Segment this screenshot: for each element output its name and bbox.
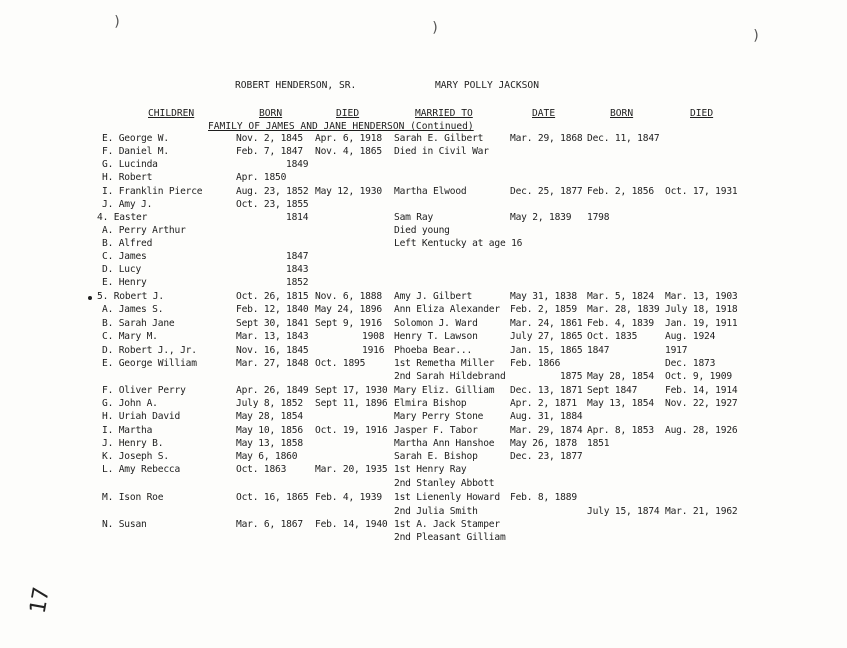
cell-spouse: Phoeba Bear... <box>394 345 473 356</box>
header-born: BORN <box>259 108 283 119</box>
cell-spouse: 2nd Julia Smith <box>394 506 478 517</box>
cell-born2: 1851 <box>587 438 610 449</box>
cell-child: E. George W. <box>102 133 169 144</box>
cell-died2: Mar. 13, 1903 <box>665 291 738 302</box>
cell-born: Oct. 23, 1855 <box>236 199 309 210</box>
cell-born: Oct. 16, 1865 <box>236 492 309 503</box>
cell-child: J. Henry B. <box>102 438 164 449</box>
cell-spouse: Martha Ann Hanshoe <box>394 438 495 449</box>
cell-died2: Mar. 21, 1962 <box>665 506 738 517</box>
cell-born2: Oct. 1835 <box>587 331 638 342</box>
cell-died: 1916 <box>362 345 385 356</box>
cell-spouse: Left Kentucky at age 16 <box>394 238 523 249</box>
cell-died2: Jan. 19, 1911 <box>665 318 738 329</box>
cell-child: D. Robert J., Jr. <box>102 345 197 356</box>
cell-date: Mar. 29, 1874 <box>510 425 583 436</box>
cell-died2: Dec. 1873 <box>665 358 716 369</box>
cell-died: Oct. 1895 <box>315 358 366 369</box>
cell-child: J. Amy J. <box>102 199 153 210</box>
header-married-to: MARRIED TO <box>415 108 473 119</box>
scan-mark: ) <box>431 20 440 36</box>
cell-spouse: 2nd Pleasant Gilliam <box>394 532 506 543</box>
cell-date: Apr. 2, 1871 <box>510 398 577 409</box>
cell-date: Jan. 15, 1865 <box>510 345 583 356</box>
cell-spouse: Henry T. Lawson <box>394 331 478 342</box>
cell-died: Mar. 20, 1935 <box>315 464 388 475</box>
header-spouse-died: DIED <box>690 108 714 119</box>
cell-date: Dec. 25, 1877 <box>510 186 583 197</box>
cell-died: Feb. 14, 1940 <box>315 519 388 530</box>
cell-born: 1847 <box>286 251 309 262</box>
cell-born2: July 15, 1874 <box>587 506 660 517</box>
father-name: ROBERT HENDERSON, SR. <box>235 80 357 91</box>
header-children: CHILDREN <box>148 108 195 119</box>
cell-born: July 8, 1852 <box>236 398 303 409</box>
cell-born: May 6, 1860 <box>236 451 298 462</box>
cell-child: C. James <box>102 251 147 262</box>
cell-spouse: Elmira Bishop <box>394 398 467 409</box>
cell-spouse: 2nd Sarah Hildebrand <box>394 371 506 382</box>
cell-spouse: Jasper F. Tabor <box>394 425 478 436</box>
cell-spouse: 1st Henry Ray <box>394 464 467 475</box>
cell-born: Mar. 27, 1848 <box>236 358 309 369</box>
cell-spouse: Sam Ray <box>394 212 434 223</box>
cell-died: Feb. 4, 1939 <box>315 492 382 503</box>
cell-died2: Aug. 1924 <box>665 331 716 342</box>
cell-died2: Oct. 17, 1931 <box>665 186 738 197</box>
cell-born: May 10, 1856 <box>236 425 303 436</box>
cell-born: 1843 <box>286 264 309 275</box>
cell-date: Feb. 2, 1859 <box>510 304 577 315</box>
cell-died2: Nov. 22, 1927 <box>665 398 738 409</box>
cell-spouse: Martha Elwood <box>394 186 467 197</box>
cell-spouse: Sarah E. Gilbert <box>394 133 484 144</box>
cell-died: Sept 11, 1896 <box>315 398 388 409</box>
cell-born: Apr. 26, 1849 <box>236 385 309 396</box>
cell-date: Dec. 13, 1871 <box>510 385 583 396</box>
cell-child: F. Daniel M. <box>102 146 169 157</box>
cell-date: Dec. 23, 1877 <box>510 451 583 462</box>
page-number: 17 <box>25 585 55 616</box>
cell-child: G. John A. <box>102 398 158 409</box>
cell-born: Nov. 2, 1845 <box>236 133 303 144</box>
cell-child: 5. Robert J. <box>97 291 164 302</box>
cell-died: Sept 17, 1930 <box>315 385 388 396</box>
cell-child: C. Mary M. <box>102 331 158 342</box>
cell-child: H. Uriah David <box>102 411 181 422</box>
header-died: DIED <box>336 108 360 119</box>
scan-mark: ) <box>113 14 122 30</box>
cell-date: Aug. 31, 1884 <box>510 411 583 422</box>
cell-date: May 2, 1839 <box>510 212 572 223</box>
cell-born2: Apr. 8, 1853 <box>587 425 654 436</box>
mother-name: MARY POLLY JACKSON <box>435 80 539 91</box>
cell-died: Sept 9, 1916 <box>315 318 382 329</box>
cell-born2: Feb. 2, 1856 <box>587 186 654 197</box>
cell-born2: 1847 <box>587 345 610 356</box>
cell-born: 1814 <box>286 212 309 223</box>
cell-spouse: Died young <box>394 225 450 236</box>
cell-spouse: Died in Civil War <box>394 146 489 157</box>
cell-died: Nov. 6, 1888 <box>315 291 382 302</box>
cell-born: Oct. 1863 <box>236 464 287 475</box>
cell-born: Apr. 1850 <box>236 172 287 183</box>
cell-died: Nov. 4, 1865 <box>315 146 382 157</box>
cell-child: K. Joseph S. <box>102 451 169 462</box>
cell-born2: Mar. 28, 1839 <box>587 304 660 315</box>
cell-born: Feb. 12, 1840 <box>236 304 309 315</box>
cell-spouse: 1st A. Jack Stamper <box>394 519 500 530</box>
header-date: DATE <box>532 108 556 119</box>
cell-born2: Sept 1847 <box>587 385 638 396</box>
cell-spouse: Solomon J. Ward <box>394 318 478 329</box>
cell-date: Mar. 24, 1861 <box>510 318 583 329</box>
cell-born2: Dec. 11, 1847 <box>587 133 660 144</box>
cell-died: May 12, 1930 <box>315 186 382 197</box>
cell-spouse: Mary Eliz. Gilliam <box>394 385 495 396</box>
cell-died: 1908 <box>362 331 385 342</box>
cell-born2: 1798 <box>587 212 610 223</box>
cell-child: N. Susan <box>102 519 147 530</box>
cell-born: Nov. 16, 1845 <box>236 345 309 356</box>
cell-born: Oct. 26, 1815 <box>236 291 309 302</box>
cell-died: May 24, 1896 <box>315 304 382 315</box>
cell-child: A. Perry Arthur <box>102 225 186 236</box>
cell-spouse: 1st Lienenly Howard <box>394 492 500 503</box>
cell-died: Apr. 6, 1918 <box>315 133 382 144</box>
cell-died2: Feb. 14, 1914 <box>665 385 738 396</box>
cell-born2: May 13, 1854 <box>587 398 654 409</box>
cell-child: I. Franklin Pierce <box>102 186 203 197</box>
cell-born: Mar. 13, 1843 <box>236 331 309 342</box>
cell-died2: July 18, 1918 <box>665 304 738 315</box>
cell-born: Feb. 7, 1847 <box>236 146 303 157</box>
cell-child: B. Alfred <box>102 238 153 249</box>
cell-born: 1852 <box>286 277 309 288</box>
cell-died2: Oct. 9, 1909 <box>665 371 732 382</box>
cell-born: 1849 <box>286 159 309 170</box>
bullet-mark <box>88 296 92 300</box>
cell-died: Oct. 19, 1916 <box>315 425 388 436</box>
cell-child: 4. Easter <box>97 212 148 223</box>
cell-child: I. Martha <box>102 425 153 436</box>
cell-born: Sept 30, 1841 <box>236 318 309 329</box>
cell-date: Feb. 8, 1889 <box>510 492 577 503</box>
header-spouse-born: BORN <box>610 108 634 119</box>
cell-date: Mar. 29, 1868 <box>510 133 583 144</box>
cell-child: L. Amy Rebecca <box>102 464 181 475</box>
cell-died2: Aug. 28, 1926 <box>665 425 738 436</box>
cell-born2: Feb. 4, 1839 <box>587 318 654 329</box>
cell-child: B. Sarah Jane <box>102 318 175 329</box>
cell-child: E. Henry <box>102 277 147 288</box>
cell-date: Feb. 1866 <box>510 358 561 369</box>
cell-child: F. Oliver Perry <box>102 385 186 396</box>
cell-spouse: 1st Remetha Miller <box>394 358 495 369</box>
cell-born: May 28, 1854 <box>236 411 303 422</box>
cell-born: May 13, 1858 <box>236 438 303 449</box>
cell-child: M. Ison Roe <box>102 492 164 503</box>
cell-born: Aug. 23, 1852 <box>236 186 309 197</box>
cell-child: D. Lucy <box>102 264 142 275</box>
cell-died2: 1917 <box>665 345 688 356</box>
cell-date: May 26, 1878 <box>510 438 577 449</box>
cell-born2: May 28, 1854 <box>587 371 654 382</box>
cell-child: H. Robert <box>102 172 153 183</box>
cell-date: May 31, 1838 <box>510 291 577 302</box>
cell-child: G. Lucinda <box>102 159 158 170</box>
family-heading: FAMILY OF JAMES AND JANE HENDERSON (Continued) <box>208 121 474 132</box>
cell-spouse: 2nd Stanley Abbott <box>394 478 495 489</box>
cell-spouse: Amy J. Gilbert <box>394 291 473 302</box>
cell-spouse: Sarah E. Bishop <box>394 451 478 462</box>
cell-child: A. James S. <box>102 304 164 315</box>
cell-child: E. George William <box>102 358 197 369</box>
cell-spouse: Ann Eliza Alexander <box>394 304 500 315</box>
scan-mark: ) <box>752 28 761 44</box>
cell-date: 1875 <box>560 371 583 382</box>
cell-born: Mar. 6, 1867 <box>236 519 303 530</box>
cell-date: July 27, 1865 <box>510 331 583 342</box>
cell-spouse: Mary Perry Stone <box>394 411 484 422</box>
cell-born2: Mar. 5, 1824 <box>587 291 654 302</box>
